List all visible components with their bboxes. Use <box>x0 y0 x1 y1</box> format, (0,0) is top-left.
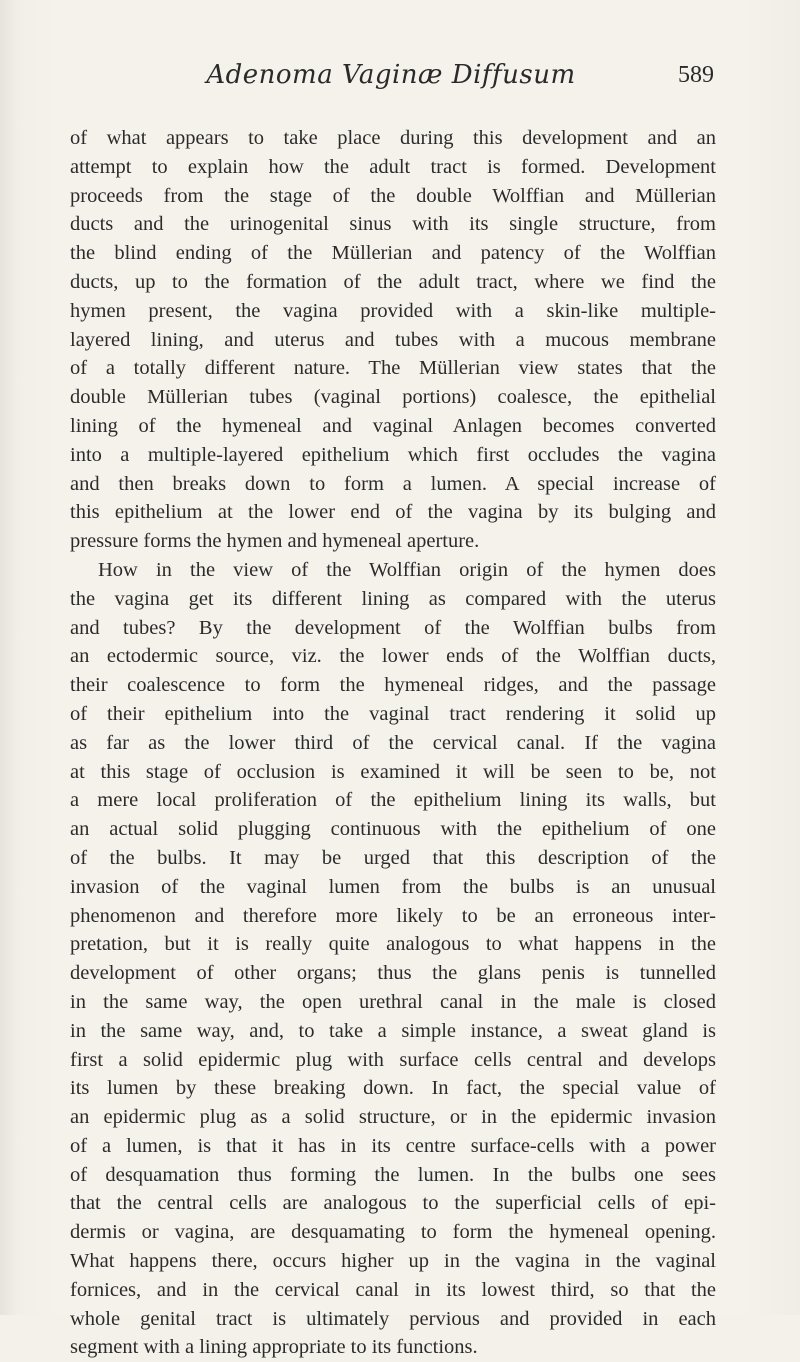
text-line: a mere local proliferation of the epithelium lining its walls, but <box>70 789 716 812</box>
text-line: development of other organs; thus the glans penis is tunnelled <box>70 962 716 985</box>
running-title: Adenoma Vaginæ Diffusum <box>206 60 576 90</box>
text-line: that the central cells are analogous to the superficial cells of epi- <box>70 1192 716 1215</box>
text-line: dermis or vagina, are desquamating to form the hymeneal opening. <box>70 1221 716 1244</box>
text-line: of the bulbs. It may be urged that this description of the <box>70 846 716 869</box>
text-line: segment with a lining appropriate to its functions. <box>70 1336 478 1359</box>
text-line: How in the view of the Wolffian origin of the hymen does <box>98 558 716 581</box>
text-line: this epithelium at the lower end of the vagina by its bulging and <box>70 501 716 524</box>
page-number: 589 <box>678 62 714 88</box>
text-line: the vagina get its different lining as compared with the uterus <box>70 587 716 610</box>
text-line: hymen present, the vagina provided with a skin-like multiple- <box>70 299 716 322</box>
running-head <box>70 60 712 96</box>
text-line: of a lumen, is that it has in its centre surface-cells with a power <box>70 1134 716 1157</box>
text-line: their coalescence to form the hymeneal ridges, and the passage <box>70 674 716 697</box>
text-line: first a solid epidermic plug with surface cells central and develops <box>70 1048 716 1071</box>
text-line: proceeds from the stage of the double Wolffian and Müllerian <box>70 184 716 207</box>
text-line: ducts, up to the formation of the adult tract, where we find the <box>70 270 716 293</box>
text-line: an ectodermic source, viz. the lower ends of the Wolffian ducts, <box>70 645 716 668</box>
text-line: into a multiple-layered epithelium which first occludes the vagina <box>70 443 716 466</box>
text-line: of a totally different nature. The Müllerian view states that the <box>70 357 716 380</box>
text-line: its lumen by these breaking down. In fact, the special value of <box>70 1077 716 1100</box>
text-line: layered lining, and uterus and tubes with a mucous membrane <box>70 328 716 351</box>
text-line: at this stage of occlusion is examined it will be seen to be, not <box>70 760 716 783</box>
text-line: attempt to explain how the adult tract is formed. Development <box>70 155 716 178</box>
text-line: whole genital tract is ultimately pervious and provided in each <box>70 1307 716 1330</box>
text-line: pretation, but it is really quite analogous to what happens in the <box>70 933 716 956</box>
text-line: of what appears to take place during this development and an <box>70 127 716 149</box>
text-line: an epidermic plug as a solid structure, or in the epidermic invasion <box>70 1106 716 1129</box>
text-line: phenomenon and therefore more likely to be an erroneous inter- <box>70 904 716 927</box>
text-line: lining of the hymeneal and vaginal Anlagen becomes converted <box>70 414 716 437</box>
text-line: in the same way, and, to take a simple instance, a sweat gland is <box>70 1019 716 1042</box>
text-line: and then breaks down to form a lumen. A special increase of <box>70 472 716 495</box>
text-line: fornices, and in the cervical canal in its lowest third, so that the <box>70 1278 716 1301</box>
text-line: and tubes? By the development of the Wolffian bulbs from <box>70 616 716 639</box>
text-line: as far as the lower third of the cervical canal. If the vagina <box>70 731 716 754</box>
text-line: pressure forms the hymen and hymeneal aperture. <box>70 530 480 553</box>
body-text <box>70 124 716 1362</box>
text-line: an actual solid plugging continuous with the epithelium of one <box>70 818 716 841</box>
text-line: of their epithelium into the vaginal tract rendering it solid up <box>70 702 716 725</box>
text-line: What happens there, occurs higher up in the vagina in the vaginal <box>70 1250 716 1273</box>
text-line: invasion of the vaginal lumen from the bulbs is an unusual <box>70 875 716 898</box>
text-line: of desquamation thus forming the lumen. In the bulbs one sees <box>70 1163 716 1186</box>
text-line: the blind ending of the Müllerian and patency of the Wolffian <box>70 242 716 265</box>
text-line: double Müllerian tubes (vaginal portions) coalesce, the epithelial <box>70 386 716 409</box>
text-line: in the same way, the open urethral canal in the male is closed <box>70 990 716 1013</box>
text-line: ducts and the urinogenital sinus with its single structure, from <box>70 213 716 236</box>
